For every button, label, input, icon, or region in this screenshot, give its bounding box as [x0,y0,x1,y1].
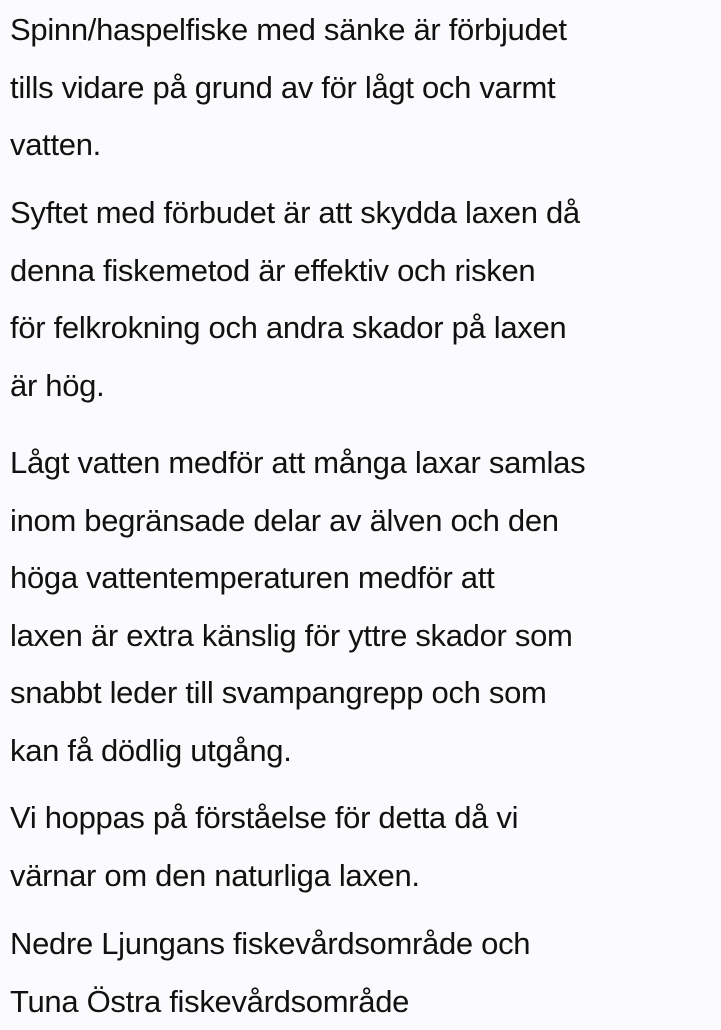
text-line: värnar om den naturliga laxen. [10,847,518,905]
text-line: inom begränsade delar av älven och den [10,492,585,550]
text-line: för felkrokning och andra skador på laxen [10,299,580,357]
text-line: Vi hoppas på förståelse för detta då vi [10,789,518,847]
notice-paragraph-reason [10,434,585,779]
text-line: tills vidare på grund av för lågt och varmt [10,59,567,117]
text-line: laxen är extra känslig för yttre skador som [10,607,585,665]
text-line: är hög. [10,357,580,415]
notice-paragraph-purpose [10,184,580,414]
notice-signature [10,915,530,1030]
notice-paragraph-ban [10,1,567,174]
text-line: Spinn/haspelfiske med sänke är förbjudet [10,1,567,59]
text-line: kan få dödlig utgång. [10,722,585,780]
notice-paragraph-appeal [10,789,518,904]
text-line: Tuna Östra fiskevårdsområde [10,973,530,1030]
text-line: denna fiskemetod är effektiv och risken [10,242,580,300]
text-line: Syftet med förbudet är att skydda laxen då [10,184,580,242]
text-line: vatten. [10,116,567,174]
text-line: snabbt leder till svampangrepp och som [10,664,585,722]
text-line: Nedre Ljungans fiskevårdsområde och [10,915,530,973]
text-line: höga vattentemperaturen medför att [10,549,585,607]
text-line: Lågt vatten medför att många laxar samlas [10,434,585,492]
